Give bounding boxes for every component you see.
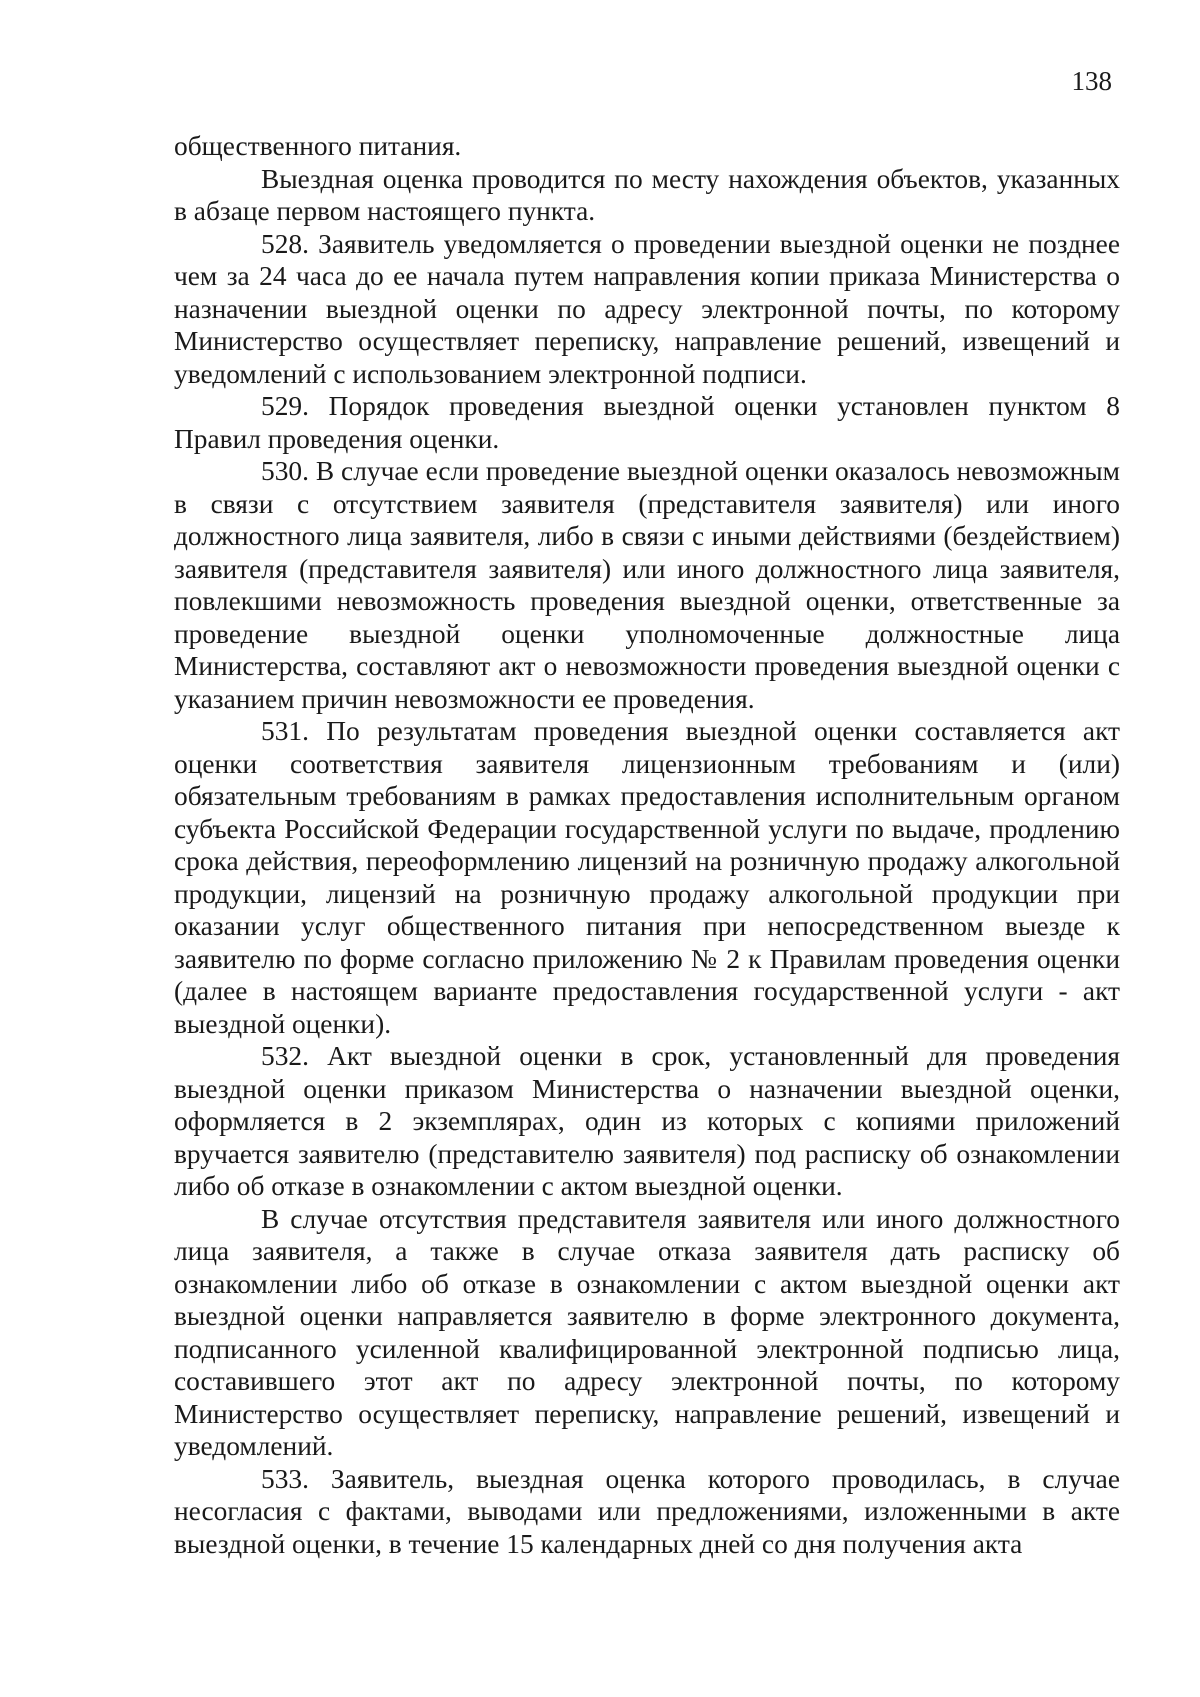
paragraph-529: 529. Порядок проведения выездной оценки установлен пунктом 8 Правил проведения оценки. [174,391,1120,454]
paragraph-528: 528. Заявитель уведомляется о проведении выездной оценки не позднее чем за 24 часа до ее начала путем направления копии приказа Министерства о назначении выездной оценки по адресу электронной почты, по которому Министерство осуществляет переписку, направление решений, извещений и уведомлений с использованием электронной подписи. [174,228,1120,389]
paragraph-field-assessment-location: Выездная оценка проводится по месту нахождения объектов, указанных в абзаце первом настоящего пункта. [174,163,1120,226]
page-number: 138 [1071,66,1112,96]
document-body [174,130,1120,1560]
paragraph-530: 530. В случае если проведение выездной оценки оказалось невозможным в связи с отсутствием заявителя (представителя заявителя) или иного должностного лица заявителя, либо в связи с иными действиями (бездействием) заявителя (представителя заявителя) или иного должностного лица заявителя, повлекшими невозможность проведения выездной оценки, ответственные за проведение выездной оценки уполномоченные должностные лица Министерства, составляют акт о невозможности проведения выездной оценки с указанием причин невозможности ее проведения. [174,456,1120,714]
paragraph-532: 532. Акт выездной оценки в срок, установленный для проведения выездной оценки приказом Министерства о назначении выездной оценки, оформляется в 2 экземплярах, один из которых с копиями приложений вручается заявителю (представителю заявителя) под расписку об ознакомлении либо об отказе в ознакомлении с актом выездной оценки. [174,1041,1120,1201]
paragraph-532-absence: В случае отсутствия представителя заявителя или иного должностного лица заявителя, а также в случае отказа заявителя дать расписку об ознакомлении либо об отказе в ознакомлении с актом выездной оценки акт выездной оценки направляется заявителю в форме электронного документа, подписанного усиленной квалифицированной электронной подписью лица, составившего этот акт по адресу электронной почты, по которому Министерство осуществляет переписку, направление решений, извещений и уведомлений. [174,1203,1120,1461]
paragraph-531: 531. По результатам проведения выездной оценки составляется акт оценки соответствия заявителя лицензионным требованиям и (или) обязательным требованиям в рамках предоставления исполнительным органом субъекта Российской Федерации государственной услуги по выдаче, продлению срока действия, переоформлению лицензий на розничную продажу алкогольной продукции, лицензий на розничную продажу алкогольной продукции при оказании услуг общественного питания при непосредственном выезде к заявителю по форме согласно приложению № 2 к Правилам проведения оценки (далее в настоящем варианте предоставления государственной услуги - акт выездной оценки). [174,716,1120,1039]
paragraph-continuation: общественного питания. [174,131,462,161]
paragraph-533: 533. Заявитель, выездная оценка которого проводилась, в случае несогласия с фактами, выводами или предложениями, изложенными в акте выездной оценки, в течение 15 календарных дней со дня получения акта [174,1463,1120,1559]
